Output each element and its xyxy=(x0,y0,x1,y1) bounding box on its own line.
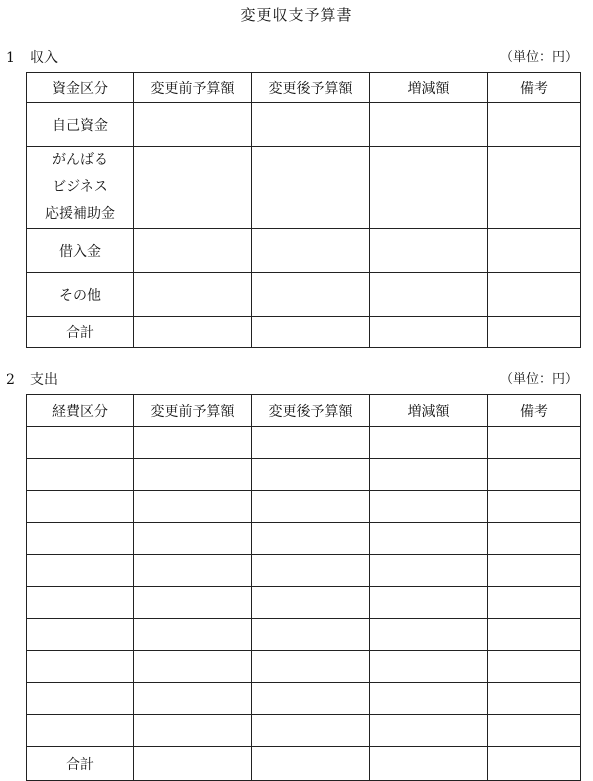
income-row-label: その他 xyxy=(27,273,134,317)
document-title: 変更収支予算書 xyxy=(240,6,353,24)
category-cell[interactable] xyxy=(27,683,134,715)
amount-cell[interactable] xyxy=(134,683,252,715)
amount-cell[interactable] xyxy=(134,747,252,781)
table-row xyxy=(27,523,581,555)
amount-cell[interactable] xyxy=(370,747,488,781)
amount-cell[interactable] xyxy=(370,683,488,715)
remarks-cell[interactable] xyxy=(488,587,581,619)
category-cell[interactable] xyxy=(27,523,134,555)
amount-cell[interactable] xyxy=(134,427,252,459)
amount-cell[interactable] xyxy=(134,317,252,348)
amount-cell[interactable] xyxy=(134,555,252,587)
remarks-cell[interactable] xyxy=(488,715,581,747)
expense-col-header: 増減額 xyxy=(370,395,488,427)
amount-cell[interactable] xyxy=(134,619,252,651)
expense-col-header: 経費区分 xyxy=(27,395,134,427)
amount-cell[interactable] xyxy=(252,747,370,781)
expense-section-heading xyxy=(6,371,58,389)
category-cell[interactable] xyxy=(27,619,134,651)
income-section-title: 収入 xyxy=(30,50,58,66)
income-total-row xyxy=(27,317,581,348)
remarks-cell[interactable] xyxy=(488,427,581,459)
label-line: がんばる xyxy=(52,152,108,168)
amount-cell[interactable] xyxy=(134,103,252,147)
amount-cell[interactable] xyxy=(134,229,252,273)
income-table xyxy=(26,72,581,348)
expense-header-row xyxy=(27,395,581,427)
category-cell[interactable] xyxy=(27,491,134,523)
amount-cell[interactable] xyxy=(252,523,370,555)
remarks-cell[interactable] xyxy=(488,619,581,651)
amount-cell[interactable] xyxy=(252,459,370,491)
category-cell[interactable] xyxy=(27,587,134,619)
amount-cell[interactable] xyxy=(370,459,488,491)
expense-table-body xyxy=(27,427,581,781)
amount-cell[interactable] xyxy=(370,103,488,147)
income-row-label xyxy=(27,147,134,229)
remarks-cell[interactable] xyxy=(488,103,581,147)
income-col-header: 変更後予算額 xyxy=(252,73,370,103)
remarks-cell[interactable] xyxy=(488,317,581,348)
amount-cell[interactable] xyxy=(134,523,252,555)
amount-cell[interactable] xyxy=(370,229,488,273)
income-header-row xyxy=(27,73,581,103)
amount-cell[interactable] xyxy=(370,651,488,683)
label-line: ビジネス xyxy=(52,179,108,195)
amount-cell[interactable] xyxy=(370,587,488,619)
category-cell[interactable] xyxy=(27,651,134,683)
amount-cell[interactable] xyxy=(370,491,488,523)
amount-cell[interactable] xyxy=(252,683,370,715)
expense-total-label: 合計 xyxy=(27,747,134,781)
amount-cell[interactable] xyxy=(252,491,370,523)
remarks-cell[interactable] xyxy=(488,651,581,683)
expense-unit-label: （単位：円） xyxy=(499,372,578,387)
amount-cell[interactable] xyxy=(252,715,370,747)
expense-col-header: 備考 xyxy=(488,395,581,427)
table-row xyxy=(27,147,581,229)
amount-cell[interactable] xyxy=(370,273,488,317)
income-row-label: 借入金 xyxy=(27,229,134,273)
amount-cell[interactable] xyxy=(252,273,370,317)
amount-cell[interactable] xyxy=(370,427,488,459)
remarks-cell[interactable] xyxy=(488,683,581,715)
amount-cell[interactable] xyxy=(370,619,488,651)
table-row xyxy=(27,491,581,523)
amount-cell[interactable] xyxy=(370,317,488,348)
amount-cell[interactable] xyxy=(134,147,252,229)
category-cell[interactable] xyxy=(27,459,134,491)
table-row xyxy=(27,273,581,317)
remarks-cell[interactable] xyxy=(488,491,581,523)
amount-cell[interactable] xyxy=(252,147,370,229)
income-row-label: 自己資金 xyxy=(27,103,134,147)
category-cell[interactable] xyxy=(27,427,134,459)
expense-table xyxy=(26,394,581,781)
amount-cell[interactable] xyxy=(134,459,252,491)
amount-cell[interactable] xyxy=(252,587,370,619)
income-col-header: 増減額 xyxy=(370,73,488,103)
amount-cell[interactable] xyxy=(252,427,370,459)
table-row xyxy=(27,715,581,747)
amount-cell[interactable] xyxy=(134,491,252,523)
income-section-number: 1 xyxy=(6,50,15,66)
income-total-label: 合計 xyxy=(27,317,134,348)
label-line: 応援補助金 xyxy=(45,206,115,222)
table-row xyxy=(27,103,581,147)
table-row xyxy=(27,619,581,651)
remarks-cell[interactable] xyxy=(488,459,581,491)
amount-cell[interactable] xyxy=(370,523,488,555)
amount-cell[interactable] xyxy=(252,555,370,587)
amount-cell[interactable] xyxy=(252,651,370,683)
remarks-cell[interactable] xyxy=(488,523,581,555)
amount-cell[interactable] xyxy=(134,587,252,619)
remarks-cell[interactable] xyxy=(488,273,581,317)
amount-cell[interactable] xyxy=(134,715,252,747)
table-row xyxy=(27,683,581,715)
expense-section-title: 支出 xyxy=(30,372,58,388)
amount-cell[interactable] xyxy=(252,619,370,651)
remarks-cell[interactable] xyxy=(488,229,581,273)
amount-cell[interactable] xyxy=(252,103,370,147)
remarks-cell[interactable] xyxy=(488,555,581,587)
expense-col-header: 変更前予算額 xyxy=(134,395,252,427)
amount-cell[interactable] xyxy=(252,317,370,348)
amount-cell[interactable] xyxy=(370,715,488,747)
income-col-header: 変更前予算額 xyxy=(134,73,252,103)
expense-col-header: 変更後予算額 xyxy=(252,395,370,427)
remarks-cell[interactable] xyxy=(488,147,581,229)
amount-cell[interactable] xyxy=(370,555,488,587)
amount-cell[interactable] xyxy=(134,651,252,683)
remarks-cell[interactable] xyxy=(488,747,581,781)
amount-cell[interactable] xyxy=(252,229,370,273)
table-row xyxy=(27,555,581,587)
table-row xyxy=(27,427,581,459)
income-unit-label: （単位：円） xyxy=(499,50,578,65)
expense-section-number: 2 xyxy=(6,372,15,388)
table-row xyxy=(27,229,581,273)
expense-total-row xyxy=(27,747,581,781)
income-col-header: 備考 xyxy=(488,73,581,103)
amount-cell[interactable] xyxy=(370,147,488,229)
table-row xyxy=(27,587,581,619)
table-row xyxy=(27,651,581,683)
category-cell[interactable] xyxy=(27,715,134,747)
table-row xyxy=(27,459,581,491)
income-section-heading xyxy=(6,49,58,67)
category-cell[interactable] xyxy=(27,555,134,587)
amount-cell[interactable] xyxy=(134,273,252,317)
income-col-header: 資金区分 xyxy=(27,73,134,103)
